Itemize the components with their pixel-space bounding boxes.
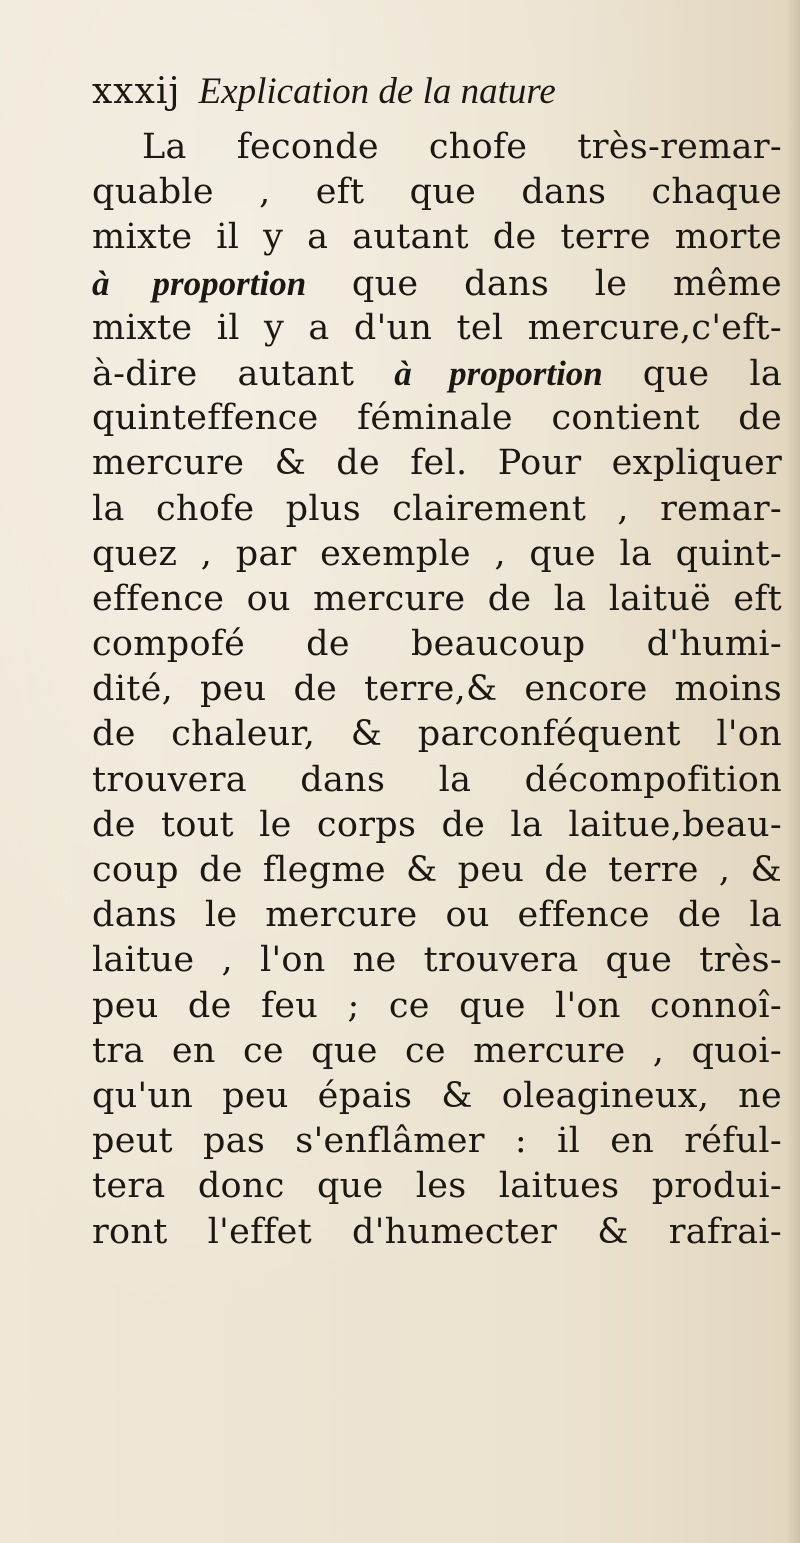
text-line: ront l'effet d'humecter & rafrai- [92,1211,782,1252]
text-line: mercure & de fel. Pour expliquer [92,443,782,484]
text-line: de chaleur, & parconféquent l'on [92,714,782,755]
text-line: à-dire autant à proportion que la [92,353,783,394]
text-line: quez , par exemple , que la quint- [92,533,782,574]
text-line: compofé de beaucoup d'humi- [92,624,782,665]
text-line: mixte il y a autant de terre morte [92,217,782,258]
page-number: xxxij [92,71,181,112]
running-title: Explication de la nature [198,71,556,112]
italic-phrase: à proportion [394,353,603,393]
text-line: dans le mercure ou effence de la [92,895,782,936]
text-line: quinteffence féminale contient de [92,398,782,439]
text-line: de tout le corps de la laitue,beau- [92,804,782,845]
text-line: coup de flegme & peu de terre , & [92,850,782,890]
text-line: laitue , l'on ne trouvera que très- [92,940,782,981]
text-line: quable , eft que dans chaque [92,172,782,213]
text-line: trouvera dans la décompofition [92,759,782,800]
italic-phrase: à proportion [92,263,307,303]
text-line: la chofe plus clairement , remar- [92,488,782,529]
text-line: peut pas s'enflâmer : il en réful- [92,1121,782,1162]
text-line: tera donc que les laitues produi- [92,1166,782,1207]
text-line: peu de feu ; ce que l'on connoî- [92,985,782,1026]
text-line: mixte il y a d'un tel mercure,c'eft- [92,307,782,348]
text-line: La feconde chofe très-remar- [142,127,782,167]
running-head [92,70,556,120]
text-line: qu'un peu épais & oleagineux, ne [92,1075,782,1116]
text-line: effence ou mercure de la laituë eft [92,578,782,619]
body-text [92,125,782,1255]
text-line: tra en ce que ce mercure , quoi- [92,1030,782,1071]
text-line: dité, peu de terre,& encore moins [92,669,782,710]
text-line: à proportion que dans le même [92,263,783,304]
